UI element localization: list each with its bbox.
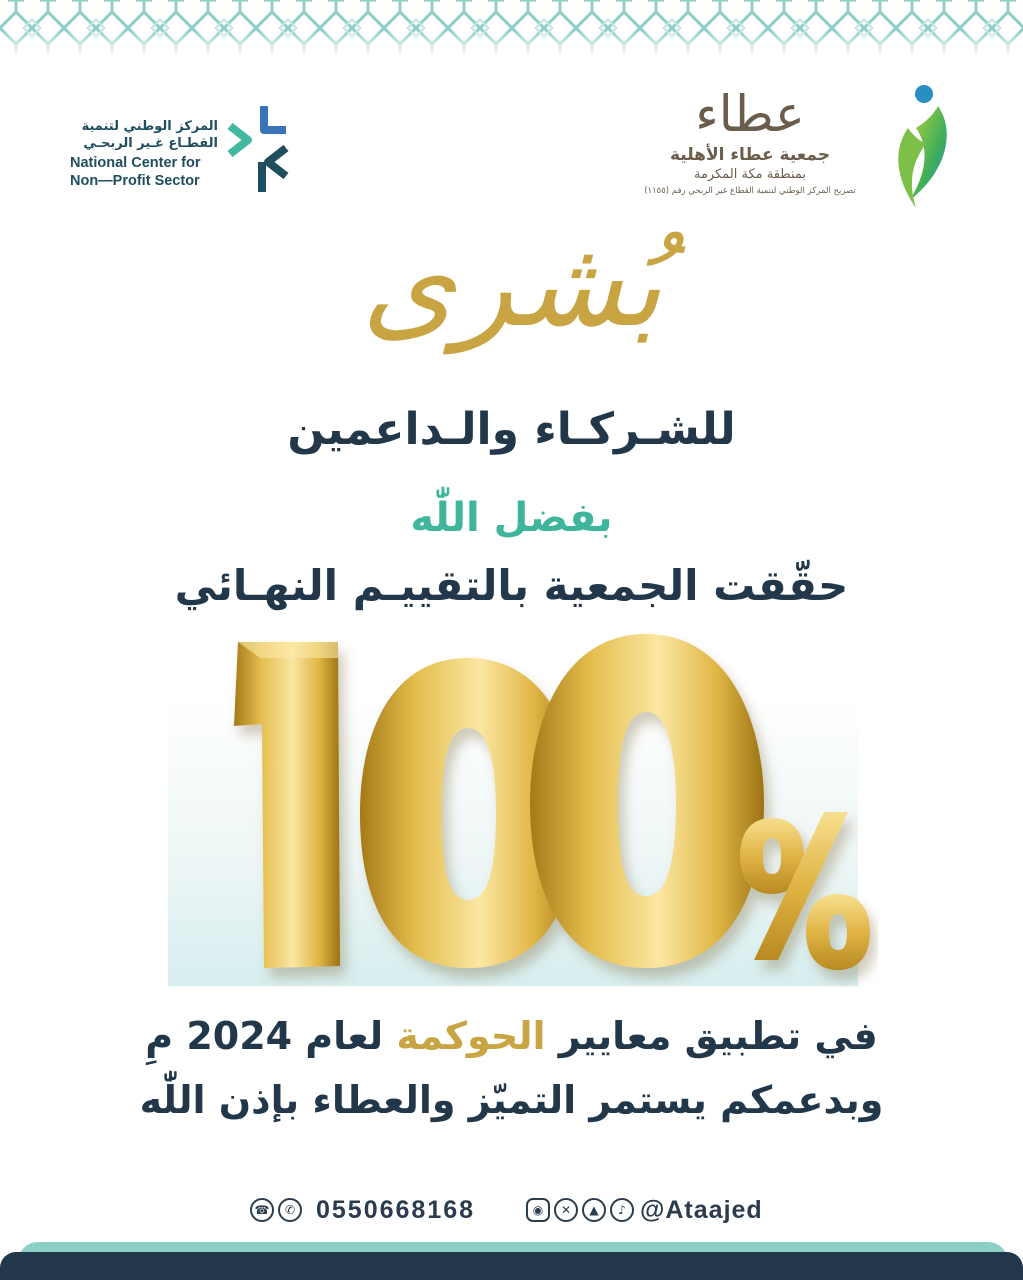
ncnp-en-line2: Non—Profit Sector (70, 173, 200, 189)
top-pattern (0, 0, 1023, 56)
governance-line (0, 1008, 1023, 1064)
tiktok-icon[interactable]: ♪ (610, 1198, 634, 1222)
x-icon[interactable]: ✕ (554, 1198, 578, 1222)
ncnp-ar-line1: المركز الوطني لتنمية (81, 119, 218, 134)
social-contact (526, 1192, 763, 1228)
ncnp-ar-line2: القطـاع غـير الربحـي (83, 136, 218, 151)
phone-number[interactable]: 0550668168 (316, 1195, 476, 1224)
bushra-calligraphy: بُشرى (361, 215, 662, 354)
support-line: وبدعمكم يستمر التميّز والعطاء بإذن اللّٰه (139, 1078, 884, 1122)
achieved-heading: حقّقت الجمعية بالتقييـم النهـائي (174, 561, 849, 610)
ncnp-mark-icon (222, 100, 294, 196)
ncnp-en-line1: National Center for (70, 155, 201, 171)
ataa-logo (644, 78, 960, 218)
percent-hero (168, 628, 878, 988)
percent-graphic (168, 628, 878, 988)
phone-contact (250, 1192, 475, 1228)
ataa-region: بمنطقة مكة المكرمة (693, 167, 807, 182)
ataa-mark-icon (886, 82, 954, 214)
footer-bar (0, 1252, 1023, 1280)
whatsapp-icon[interactable]: ✆ (278, 1198, 302, 1222)
governance-after: لعام 2024 مِ (145, 1014, 384, 1058)
ataa-name: عطاء (695, 85, 805, 143)
governance-highlight: الحوكمة (396, 1014, 546, 1058)
ncnp-logo (70, 98, 300, 203)
partners-heading: للشـركـاء والـداعمين (287, 404, 736, 455)
percent-value: 100% (168, 628, 171, 629)
ataa-license: تصريح المركز الوطني لتنمية القطاع غير الربحي رقم (١١٥٥) (644, 186, 856, 196)
social-handle[interactable]: @Ataajed (640, 1195, 763, 1224)
phone-icon[interactable]: ☎ (250, 1198, 274, 1222)
grace-heading: بفضل اللّٰه (410, 495, 613, 541)
snapchat-icon[interactable]: ▲ (582, 1198, 606, 1222)
instagram-icon[interactable]: ◉ (526, 1198, 550, 1222)
ataa-association: جمعية عطاء الأهلية (669, 145, 831, 165)
governance-before: في تطبيق معايير (558, 1014, 878, 1058)
